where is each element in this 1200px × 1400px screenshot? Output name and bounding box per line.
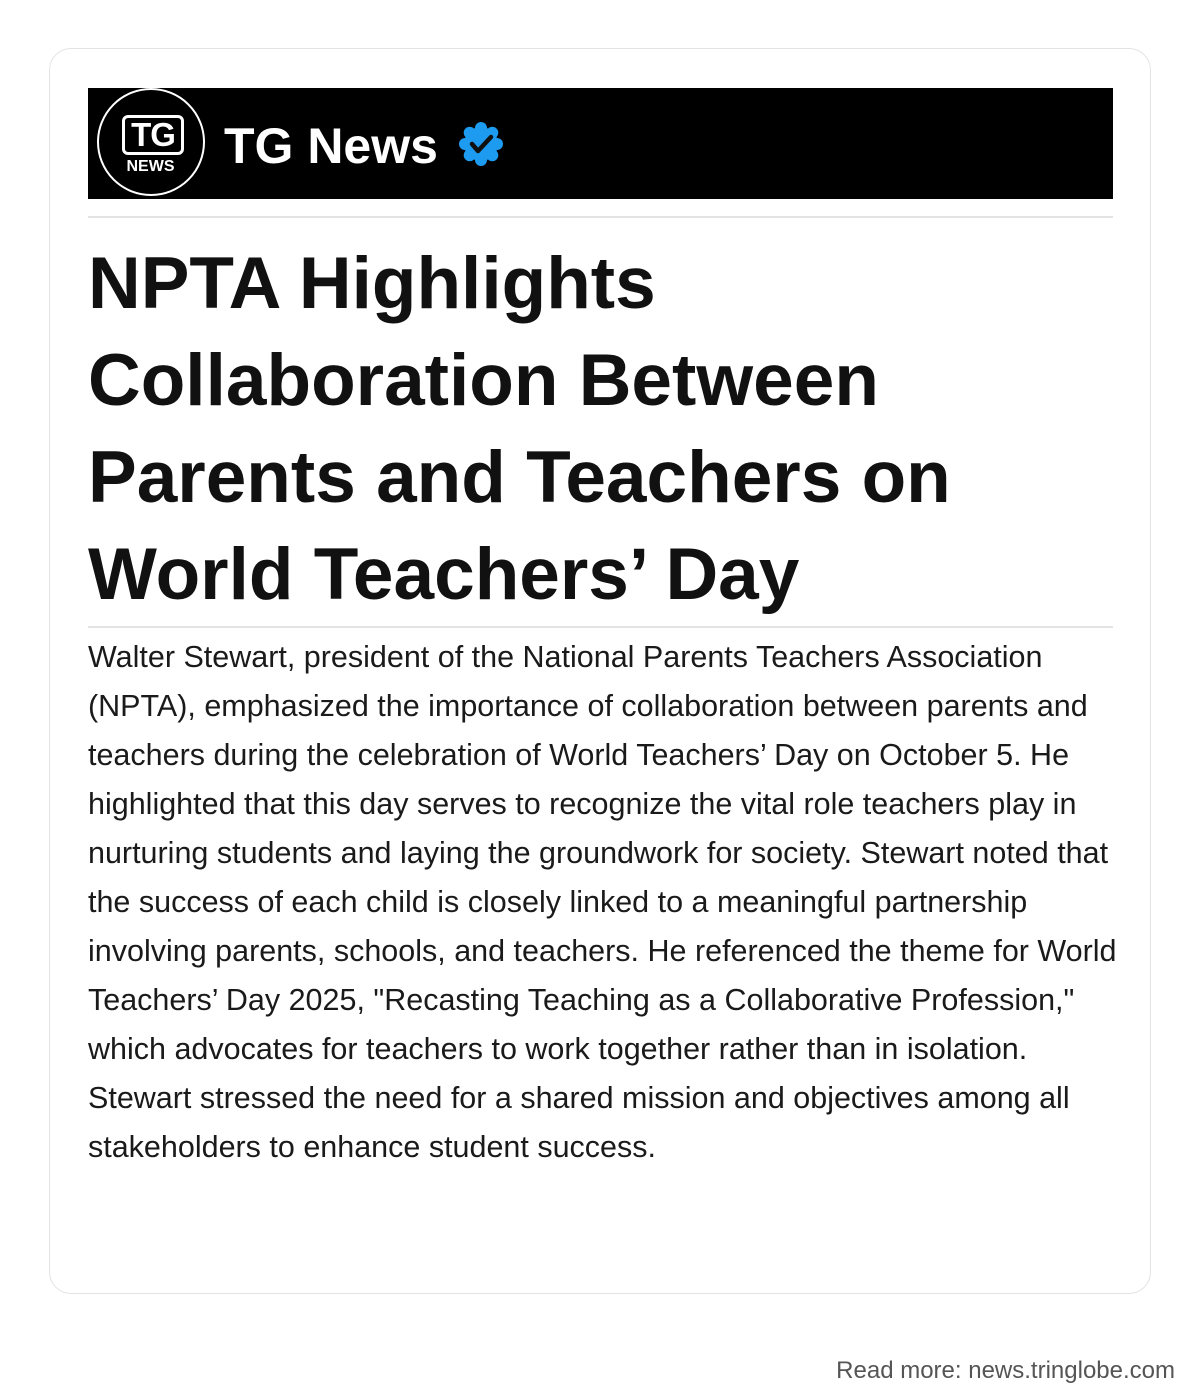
brand-logo	[97, 88, 205, 196]
divider-middle	[88, 626, 1113, 628]
divider-top	[88, 216, 1113, 218]
logo-tg-text: TG	[122, 115, 184, 155]
article-body: Walter Stewart, president of the National Parents Teachers Association (NPTA), emphasized the importance of collaboration between parents and teachers during the celebration of World Teachers’ Day on October 5. He highlighted that this day serves to recognize the vital role teachers play in nurturing students and laying the groundwork for society. Stewart noted that the success of each child is closely linked to a meaningful partnership involving parents, schools, and teachers. He referenced the theme for World Teachers’ Day 2025, "Recasting Teaching as a Collaborative Profession," which advocates for teachers to work together rather than in isolation. Stewart stressed the need for a shared mission and objectives among all stakeholders to enhance student success.	[88, 640, 1117, 1164]
verified-badge-icon	[458, 121, 504, 167]
read-more-footer: Read more: news.tringlobe.com	[836, 1357, 1175, 1384]
logo-news-text: NEWS	[126, 158, 175, 175]
article-card	[49, 48, 1151, 1294]
brand-name: TG News	[224, 118, 438, 174]
article-headline: NPTA Highlights Collaboration Between Parents and Teachers on World Teachers’ Day	[88, 243, 951, 615]
brand-banner	[88, 88, 1113, 199]
